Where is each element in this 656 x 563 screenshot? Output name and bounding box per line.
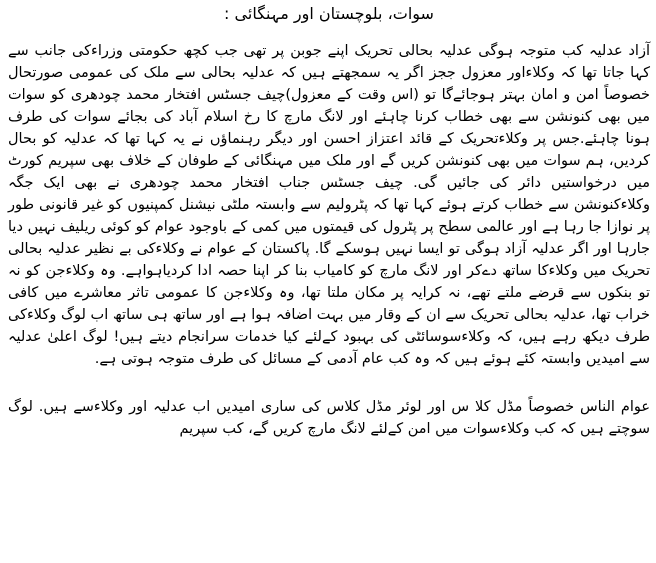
article-paragraph: آزاد عدلیہ کب متوجہ ہوگی عدلیہ بحالی تحریک اپنے جوبن پر تھی جب کچھ حکومتی وزراءکی جانب سے کہا جاتا تھا کہ وکلاءاور معزول ججز اگر یہ سمجھتے ہیں کہ عدلیہ بحالی سے ملک کی عمومی صورتحال خصوصاً امن و امان بہتر ہوجائےگا تو (اس وقت کے معزول)چیف جسٹس افتخار محمد چودھری کو سوات میں بھی کنونشن سے بھی خطاب کرنا چاہئے اور لانگ مارچ کا رخ اسلام آباد کی بجائے سوات کی طرف ہونا چاہئے.جس پر وکلاءتحریک کے قائد اعتزاز احسن اور دیگر رہنماﺅں نے یہ کہا تھا کہ عدلیہ کو بحال کردیں، ہم سوات میں بھی کنونشن کریں گے اور ملک میں مہنگائی کے طوفان کے خلاف بھی سپریم کورٹ میں درخواستیں دائر کی جائیں گی. چیف جسٹس جناب افتخار محمد چودھری نے بھی ایک جگہ وکلاءکنونشن سے خطاب کرتے ہوئے کہا تھا کہ پٹرولیم سے وابستہ ملٹی نیشنل کمپنیوں کو غیر قانونی طور پر نوازا جا رہا ہے اور عالمی سطح پر پٹرول کی قیمتوں میں کمی کے باوجود عوام کو کوئی ریلیف نہیں دیا جارہا اور اگر عدلیہ آزاد ہوگی تو ایسا نہیں ہوسکے گا. پاکستان کے عوام نے وکلاءکی بے نظیر عدلیہ بحالی تحریک میں وکلاءکا ساتھ دےکر اور لانگ مارچ کو کامیاب بنا کر اپنا حصہ ادا کردیاہواہے. وہ وکلاءجن کو نہ تو بنکوں سے قرضے ملتے تھے، نہ کرایہ پر مکان ملتا تھا، وہ وکلاءجن کا عمومی تاثر معاشرے میں کافی خراب تھا، عدلیہ بحالی تحریک سے ان کے وقار میں بہت اضافہ ہوا ہے اور ساتھ ہی ساتھ اب لوگ وکلاءکی طرف دیکھ رہے ہیں، کہ وکلاءسوسائٹی کی بہبود کےلئے کیا خدمات سرانجام دیتے ہیں! لوگ اعلیٰ عدلیہ سے امیدیں وابستہ کئے ہوئے ہیں کہ وہ کب عام آدمی کے مسائل کی طرف متوجہ ہوتی ہے. <box>8 43 650 367</box>
article-heading: سوات، بلوچستان اور مہنگائی : <box>224 4 434 23</box>
article-paragraph: عوام الناس خصوصاً مڈل کلا س اور لوئر مڈل کلاس کی ساری امیدیں اب عدلیہ اور وکلاءسے ہیں. لوگ سوچتے ہیں کہ کب وکلاءسوات میں امن کےلئے لانگ مارچ کریں گے، کب سپریم <box>8 399 650 437</box>
